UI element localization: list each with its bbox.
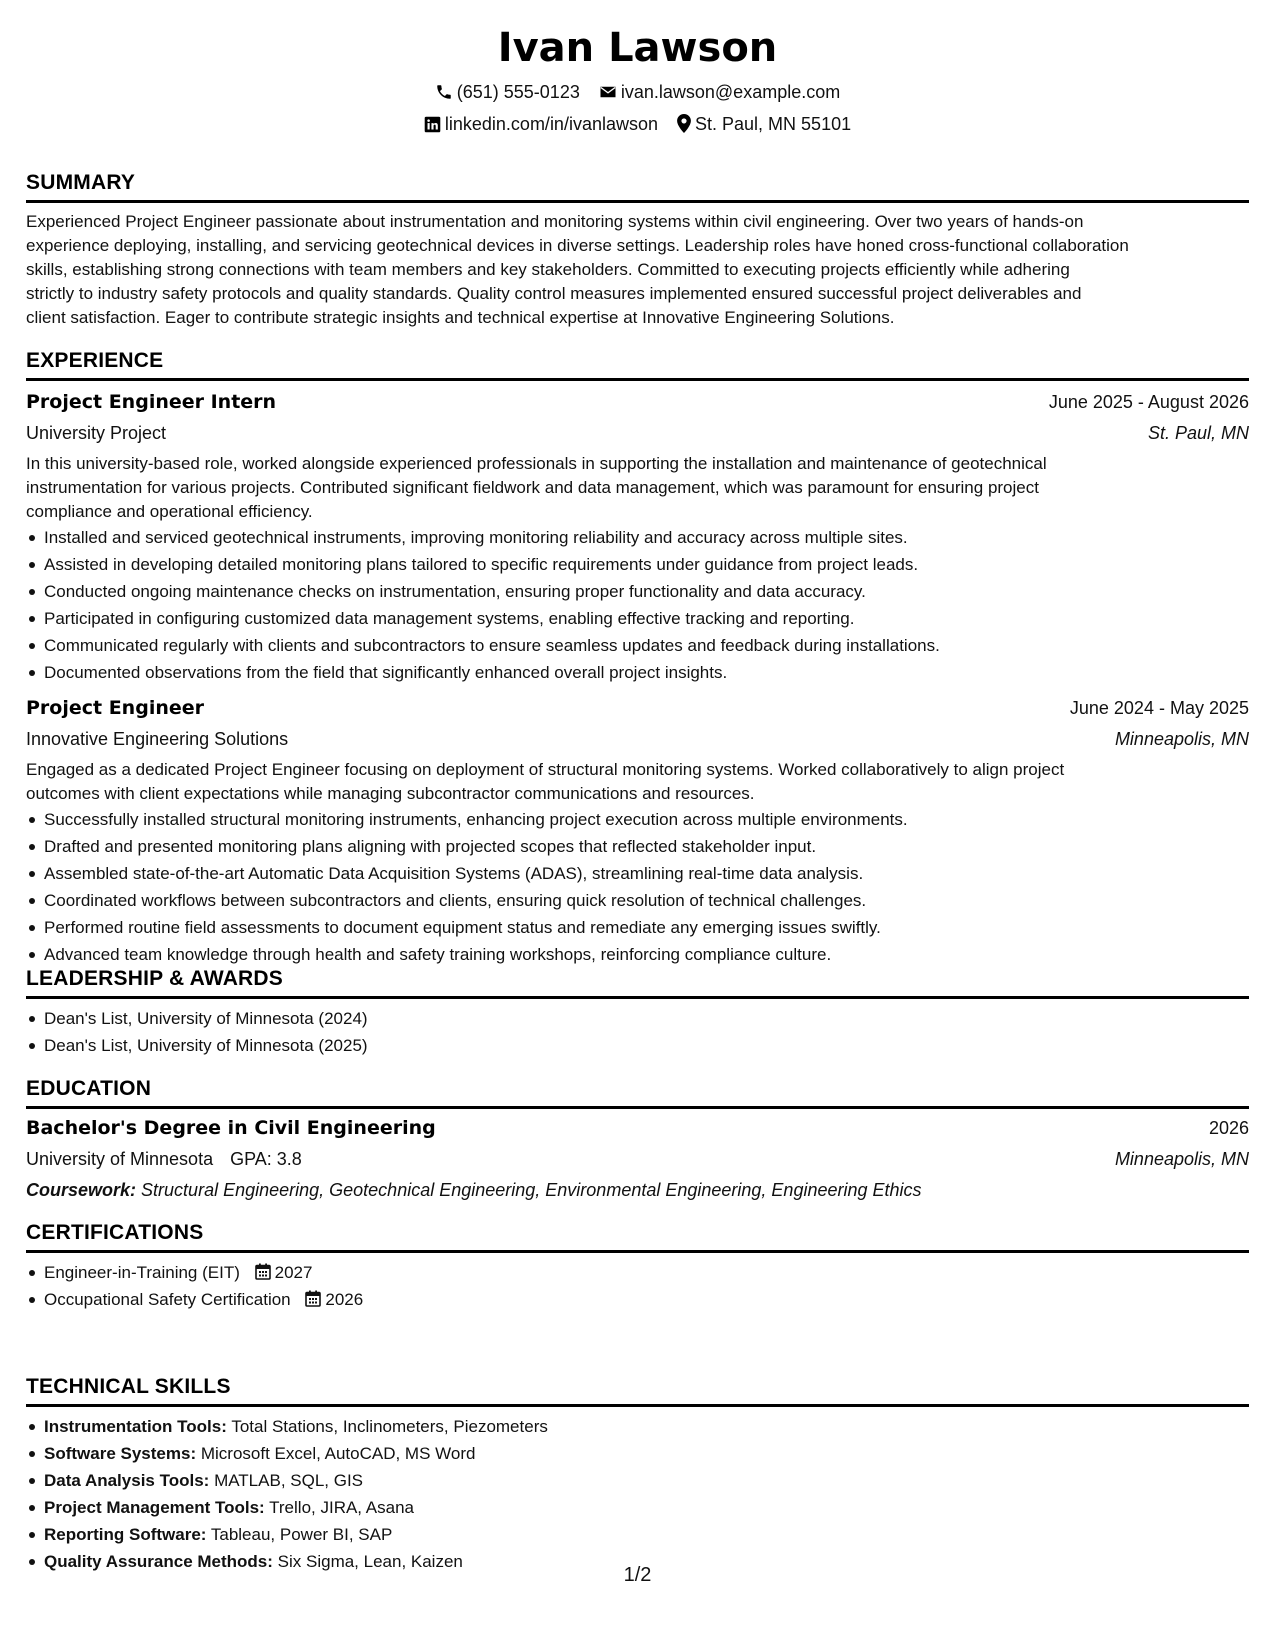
education-header xyxy=(26,1113,1249,1144)
section-divider xyxy=(26,1250,1249,1253)
description-line: instrumentation for various projects. Contributed significant fieldwork and data management, which was paramount for ensuring project xyxy=(26,478,1039,497)
job-subheader xyxy=(26,418,1249,449)
bullet-item: Participated in configuring customized data management systems, enabling effective tracking and reporting. xyxy=(26,605,1249,632)
section-divider xyxy=(26,1106,1249,1109)
skill-item xyxy=(26,1413,1249,1440)
phone-icon xyxy=(435,83,453,101)
skill-value: Microsoft Excel, AutoCAD, MS Word xyxy=(200,1444,476,1463)
envelope-icon xyxy=(599,83,617,101)
job-title: Project Engineer Intern xyxy=(26,391,277,413)
bullet-item: Assisted in developing detailed monitoring plans tailored to specific requirements under guidance from project leads. xyxy=(26,551,1249,578)
summary-line: client satisfaction. Eager to contribute strategic insights and technical expertise at Innovative Engineering Solutions. xyxy=(26,308,895,327)
candidate-name: Ivan Lawson xyxy=(497,25,778,71)
bullet-item: Conducted ongoing maintenance checks on instrumentation, ensuring proper functionality and data accuracy. xyxy=(26,578,1249,605)
contact-line-secondary xyxy=(0,112,1275,136)
certification-name: Engineer-in-Training (EIT) xyxy=(44,1263,240,1282)
job-description xyxy=(26,452,1249,524)
skill-item xyxy=(26,1440,1249,1467)
certification-name: Occupational Safety Certification xyxy=(44,1290,291,1309)
email-contact[interactable] xyxy=(599,80,840,104)
bullet-item: Communicated regularly with clients and subcontractors to ensure seamless updates and feedback during installations. xyxy=(26,632,1249,659)
summary-line: strictly to industry safety protocols and quality standards. Quality control measures implemented ensured successful project deliverables and xyxy=(26,284,1082,303)
certifications-section xyxy=(26,1220,1249,1313)
skill-item xyxy=(26,1467,1249,1494)
skill-value: Six Sigma, Lean, Kaizen xyxy=(277,1552,463,1571)
location-contact xyxy=(677,112,851,136)
job-bullets xyxy=(26,806,1249,968)
education-section xyxy=(26,1076,1249,1206)
coursework xyxy=(26,1175,1249,1206)
bullet-item: Documented observations from the field that significantly enhanced overall project insights. xyxy=(26,659,1249,686)
linkedin-text: linkedin.com/in/ivanlawson xyxy=(444,114,658,134)
coursework-label: Coursework: xyxy=(26,1180,137,1200)
calendar-icon xyxy=(305,1290,321,1307)
summary-text xyxy=(26,210,1249,330)
section-divider xyxy=(26,378,1249,381)
contact-line-primary xyxy=(0,80,1275,104)
bullet-item: Drafted and presented monitoring plans aligning with projected scopes that reflected stakeholder input. xyxy=(26,833,1249,860)
award-item: Dean's List, University of Minnesota (2025) xyxy=(26,1032,1249,1059)
bullet-item: Performed routine field assessments to document equipment status and remediate any emerging issues swiftly. xyxy=(26,914,1249,941)
summary-line: Experienced Project Engineer passionate about instrumentation and monitoring systems within civil engineering. Over two years of hands-on xyxy=(26,212,1084,231)
skill-value: Tableau, Power BI, SAP xyxy=(210,1525,393,1544)
bullet-item: Installed and serviced geotechnical instruments, improving monitoring reliability and accuracy across multiple sites. xyxy=(26,524,1249,551)
job-entry xyxy=(26,387,1249,686)
graduation-year: 2026 xyxy=(1208,1118,1249,1138)
job-title: Project Engineer xyxy=(26,697,204,719)
skill-label: Software Systems: xyxy=(44,1444,197,1463)
job-company: University Project xyxy=(26,423,167,443)
job-header xyxy=(26,693,1249,724)
skill-label: Quality Assurance Methods: xyxy=(44,1552,273,1571)
job-location: Minneapolis, MN xyxy=(1114,729,1249,749)
job-bullets xyxy=(26,524,1249,686)
bullet-item: Advanced team knowledge through health and safety training workshops, reinforcing compliance culture. xyxy=(26,941,1249,968)
job-entry xyxy=(26,693,1249,968)
awards-list xyxy=(26,1005,1249,1059)
job-dates: June 2024 - May 2025 xyxy=(1069,698,1249,718)
skills-list xyxy=(26,1413,1249,1575)
skill-label: Reporting Software: xyxy=(44,1525,207,1544)
skills-section xyxy=(26,1374,1249,1575)
school-name: University of Minnesota xyxy=(26,1149,214,1169)
section-divider xyxy=(26,996,1249,999)
skill-label: Project Management Tools: xyxy=(44,1498,265,1517)
education-entry xyxy=(26,1113,1249,1206)
bullet-item: Coordinated workflows between subcontractors and clients, ensuring quick resolution of technical challenges. xyxy=(26,887,1249,914)
experience-section xyxy=(26,348,1249,968)
section-title-education: EDUCATION xyxy=(26,1077,152,1100)
calendar-icon xyxy=(255,1263,271,1280)
certification-year: 2027 xyxy=(274,1263,313,1282)
skill-label: Instrumentation Tools: xyxy=(44,1417,227,1436)
section-title-awards: LEADERSHIP & AWARDS xyxy=(26,967,283,990)
summary-line: experience deploying, installing, and servicing geotechnical devices in diverse settings. Leadership roles have honed cross-functional collaboration xyxy=(26,236,1129,255)
map-pin-icon xyxy=(677,114,691,133)
description-line: In this university-based role, worked alongside experienced professionals in supporting the installation and maintenance of geotechnical xyxy=(26,454,1047,473)
bullet-item: Assembled state-of-the-art Automatic Data Acquisition Systems (ADAS), streamlining real-time data analysis. xyxy=(26,860,1249,887)
description-line: outcomes with client expectations while managing subcontractor communications and resources. xyxy=(26,784,755,803)
skill-value: Trello, JIRA, Asana xyxy=(269,1498,415,1517)
summary-line: skills, establishing strong connections with team members and key stakeholders. Committed to executing projects efficiently while adhering xyxy=(26,260,1070,279)
section-divider xyxy=(26,200,1249,203)
phone-text: (651) 555-0123 xyxy=(456,82,580,102)
degree-name: Bachelor's Degree in Civil Engineering xyxy=(26,1117,436,1139)
summary-section xyxy=(26,170,1249,330)
school-location: Minneapolis, MN xyxy=(1114,1149,1249,1169)
certification-item xyxy=(26,1259,1249,1286)
linkedin-contact[interactable] xyxy=(424,112,658,136)
description-line: Engaged as a dedicated Project Engineer focusing on deployment of structural monitoring systems. Worked collaboratively to align project xyxy=(26,760,1065,779)
certification-item xyxy=(26,1286,1249,1313)
job-description xyxy=(26,758,1249,806)
certification-year: 2026 xyxy=(325,1290,364,1309)
skill-value: Total Stations, Inclinometers, Piezometers xyxy=(231,1417,548,1436)
bullet-item: Successfully installed structural monitoring instruments, enhancing project execution across multiple environments. xyxy=(26,806,1249,833)
school-info xyxy=(26,1144,302,1175)
job-subheader xyxy=(26,724,1249,755)
skill-item xyxy=(26,1521,1249,1548)
award-item: Dean's List, University of Minnesota (2024) xyxy=(26,1005,1249,1032)
job-header xyxy=(26,387,1249,418)
email-text: ivan.lawson@example.com xyxy=(620,82,841,102)
job-location: St. Paul, MN xyxy=(1147,423,1249,443)
education-subheader xyxy=(26,1144,1249,1175)
section-divider xyxy=(26,1404,1249,1407)
skill-value: MATLAB, SQL, GIS xyxy=(214,1471,364,1490)
certifications-list xyxy=(26,1259,1249,1313)
section-title-summary: SUMMARY xyxy=(26,171,136,194)
job-dates: June 2025 - August 2026 xyxy=(1048,392,1249,412)
awards-section xyxy=(26,966,1249,1059)
skill-label: Data Analysis Tools: xyxy=(44,1471,210,1490)
job-company: Innovative Engineering Solutions xyxy=(26,729,289,749)
linkedin-icon xyxy=(424,116,441,133)
gpa: GPA: 3.8 xyxy=(230,1149,302,1169)
section-title-experience: EXPERIENCE xyxy=(26,349,164,372)
section-title-skills: TECHNICAL SKILLS xyxy=(26,1375,231,1398)
location-text: St. Paul, MN 55101 xyxy=(695,114,852,134)
page-number: 1/2 xyxy=(623,1564,652,1586)
section-title-certifications: CERTIFICATIONS xyxy=(26,1221,204,1244)
skill-item xyxy=(26,1494,1249,1521)
description-line: compliance and operational efficiency. xyxy=(26,502,313,521)
coursework-list: Structural Engineering, Geotechnical Engineering, Environmental Engineering, Engineering Ethics xyxy=(141,1180,922,1200)
phone-contact[interactable] xyxy=(435,80,580,104)
